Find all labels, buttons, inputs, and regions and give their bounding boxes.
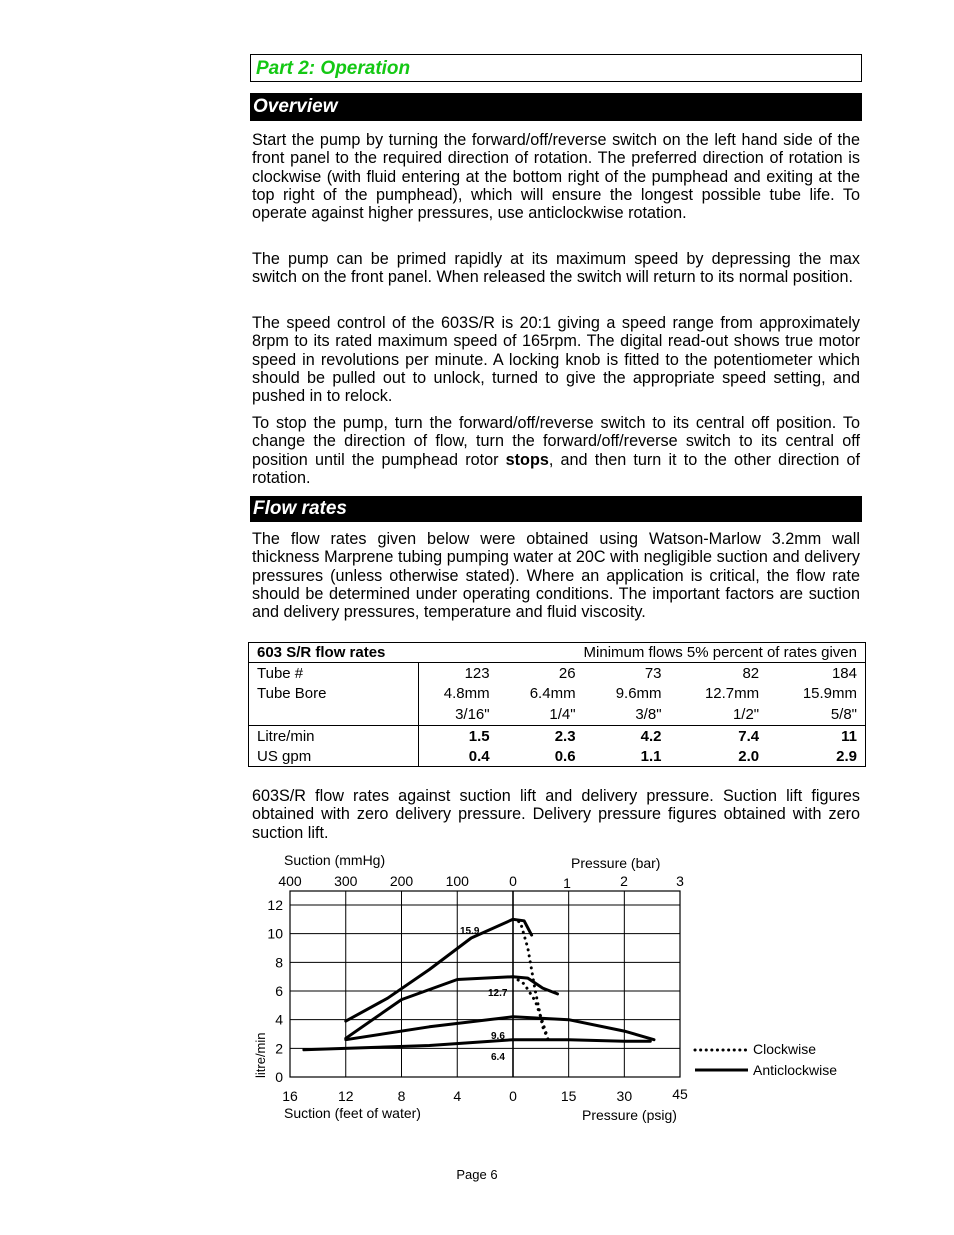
bottom-suction-tick-label: 4 [453,1088,462,1104]
litre-cell: 1.5 [468,727,490,745]
series-anticlockwise-line [346,919,532,1021]
litre-label: Litre/min [249,726,419,747]
tube-cell: 73 [644,664,662,682]
gpm-cell: 1.1 [640,747,662,765]
gpm-label: US gpm [249,746,419,767]
series-clockwise-line [513,977,546,1034]
top-suction-tick-label: 100 [445,873,469,889]
bore-mm-cell: 9.6mm [615,684,662,702]
part-title-box [250,54,862,82]
litre-cell: 7.4 [738,727,760,745]
bore-in-cell: 5/8" [830,705,857,723]
table-row-bore-mm [249,683,866,703]
bottom-pressure-tick-label: 15 [560,1088,577,1104]
bore-in-cell: 1/2" [732,705,760,723]
overview-paragraph-4 [252,414,860,487]
bottom-suction-tick-label: 0 [509,1088,517,1104]
p4-text-bold: stops [505,450,549,469]
overview-paragraph-3: The speed control of the 603S/R is 20:1 giving a speed range from approximately 8rpm to its rated maximum speed of 165rpm. The digital read-out shows true motor speed in revolutions per minute. A locking knob is fitted to the potentiometer which should be pulled out to unlock, turned to give the appropriate speed setting, and pushed in to relock. [252,314,860,406]
bottom-pressure-tick-label: 30 [616,1088,633,1104]
overview-paragraph-1: Start the pump by turning the forward/off/reverse switch on the left hand side of the front panel to the required direction of rotation. The preferred direction of rotation is clockwise (with fluid entering at the bottom right of the pumphead and exiting at the top right of the pumphead), which will ensure the longest possible tube life. To operate against higher pressures, use anticlockwise rotation. [252,131,860,223]
legend-clockwise-label: Clockwise [753,1041,817,1057]
top-pressure-axis-label: Pressure (bar) [571,855,661,871]
gpm-cell: 0.6 [554,747,576,765]
table-title: 603 S/R flow rates [257,644,386,661]
y-tick-label: 8 [275,954,283,971]
y-tick-label: 0 [275,1069,283,1085]
tube-cell: 184 [831,664,857,682]
top-suction-axis-label: Suction (mmHg) [284,852,386,868]
legend-anticlockwise-label: Anticlockwise [753,1062,838,1078]
series-anticlockwise-line [346,977,558,1039]
y-axis-label: litre/min [253,1032,268,1078]
y-tick-label: 6 [275,983,283,999]
overview-paragraph-2: The pump can be primed rapidly at its maximum speed by depressing the max switch on the front panel. When released the switch will return to its normal position. [252,250,860,287]
top-pressure-tick-label: 3 [676,873,684,889]
page-number: Page 6 [456,1167,498,1182]
top-pressure-tick-label: 1 [563,875,571,891]
bore-in-cell: 3/8" [635,705,662,723]
litre-cell: 4.2 [640,727,662,745]
flow-rates-paragraph-1: The flow rates given below were obtained using Watson-Marlow 3.2mm wall thickness Marprene tubing pumping water at 20C with negligible suction and delivery pressures (unless otherwise stated). Where an application is critical, the flow rate should be determined under operating conditions. The important factors are suction and delivery pressures, temperature and fluid viscosity. [252,530,860,622]
flow-chart [240,845,860,1130]
table-header-row [249,643,866,663]
bore-label: Tube Bore [249,683,419,703]
bottom-suction-tick-label: 12 [337,1088,354,1104]
part-title: Part 2: Operation [256,58,411,79]
y-tick-label: 2 [275,1040,283,1057]
bottom-suction-tick-label: 16 [282,1088,298,1104]
bottom-pressure-axis-label: Pressure (psig) [582,1107,677,1123]
flow-rates-table [248,642,866,767]
top-suction-tick-label: 400 [278,873,302,889]
gpm-cell: 2.9 [836,747,857,765]
y-tick-label: 4 [275,1011,283,1028]
p4-text-b: , and then turn it to the other direction of rotation. [252,450,860,487]
p4-text-a: To stop the pump, turn the forward/off/reverse switch to its central off position. To change the direction of flow, turn the forward/off/reverse switch to its central off position until the pumphead rotor [252,414,860,469]
tube-cell: 123 [464,664,490,682]
tube-cell: 26 [558,664,576,682]
flow-rates-paragraph-2: 603S/R flow rates against suction lift and delivery pressure. Suction lift figures obtained with zero delivery pressure. Delivery pressure figures obtained with zero suction lift. [252,787,860,842]
top-pressure-tick-label: 2 [620,873,628,889]
top-suction-tick-label: 0 [509,873,517,889]
bore-mm-cell: 4.8mm [443,684,490,702]
bore-mm-cell: 12.7mm [704,684,760,702]
table-row-litre [249,726,866,747]
top-suction-tick-label: 200 [389,873,414,889]
litre-cell: 11 [841,727,857,745]
flow-rates-heading-bar [250,496,862,522]
bottom-suction-axis-label: Suction (feet of water) [284,1105,421,1121]
series-label: 9.6 [491,1031,505,1042]
bore-mm-cell: 6.4mm [529,684,576,702]
gpm-cell: 2.0 [738,747,760,765]
litre-cell: 2.3 [554,727,576,745]
y-tick-label: 12 [267,897,283,913]
y-tick-label: 10 [267,925,283,942]
table-note: Minimum flows 5% percent of rates given [583,644,857,661]
bottom-pressure-tick-label: 45 [672,1086,688,1102]
flow-rates-heading: Flow rates [253,498,347,519]
bottom-suction-tick-label: 8 [397,1088,406,1104]
table-row-tube [249,663,866,684]
table-row-bore-in [249,703,866,726]
series-label: 6.4 [491,1052,505,1063]
table-row-gpm [249,746,866,767]
bore-in-cell: 3/16" [455,705,490,723]
top-suction-tick-label: 300 [334,873,358,889]
bore-mm-cell: 15.9mm [802,684,857,702]
series-label: 12.7 [488,988,508,999]
bore-in-cell: 1/4" [549,705,576,723]
tube-cell: 82 [742,664,760,682]
overview-heading-bar [250,93,862,121]
tube-label: Tube # [249,663,419,684]
gpm-cell: 0.4 [468,747,490,765]
series-label: 15.9 [460,926,480,937]
overview-heading: Overview [253,96,338,117]
